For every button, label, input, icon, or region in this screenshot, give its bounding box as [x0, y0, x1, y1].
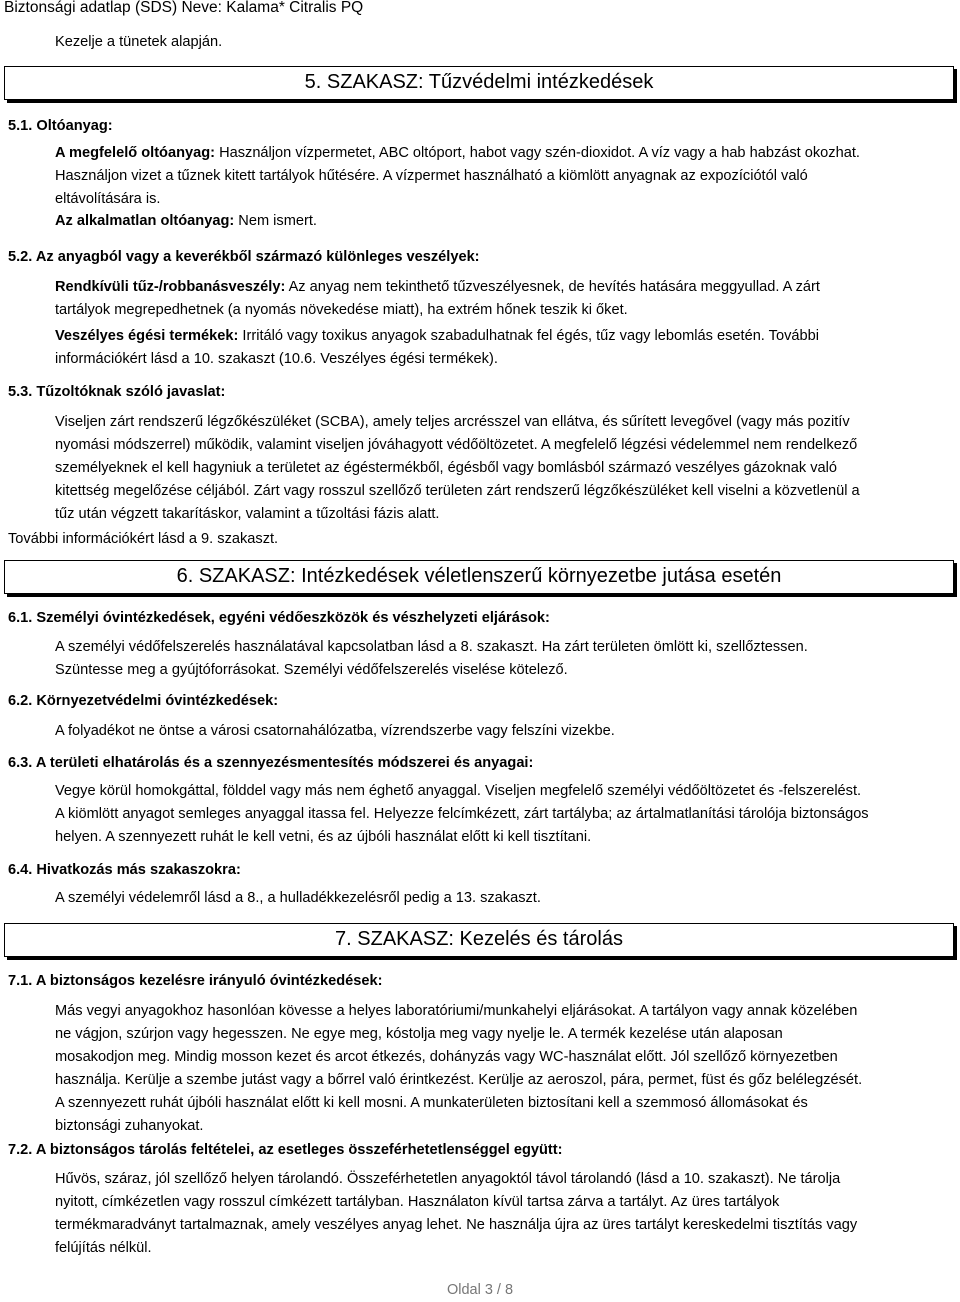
text-line: tűz után végzett takarításkor, valamint a tűzoltási fázis alatt.: [55, 506, 440, 522]
section-6-header: [4, 560, 954, 594]
carryover-text: Kezelje a tünetek alapján.: [55, 34, 223, 50]
text-line: Más vegyi anyagokhoz hasonlóan kövesse a helyes laboratóriumi/munkahelyi eljárásokat. A tartályon vagy annak közelében: [55, 1003, 858, 1019]
section-7-title: 7. SZAKASZ: Kezelés és tárolás: [335, 928, 623, 950]
text-line: biztonsági zuhanyokat.: [55, 1118, 204, 1134]
combustion-products-line-2: információkért lásd a 10. szakaszt (10.6. Veszélyes égési termékek).: [55, 351, 498, 367]
hazard-line-2: tartályok megrepedhetnek (a nyomás növekedése miatt), ha extrém hőnek teszik ki őket.: [55, 302, 628, 318]
text-line: termékmaradványt tartalmaznak, amely veszélyes anyag lehet. Ne használja újra az üres tartályt kereskedelmi tisztítás vagy: [55, 1217, 858, 1233]
heading-5-2: 5.2. Az anyagból vagy a keverékből származó különleges veszélyek:: [8, 249, 480, 265]
text-line: helyen. A szennyezett ruhát le kell vetni, és az újbóli használat előtt ki kell tisztítani.: [55, 829, 592, 845]
text-line: A kiömlött anyagot semleges anyaggal itassa fel. Helyezze felcímkézett, zárt tartályba; az ártalmatlanítási tárolója biztonságos: [55, 806, 869, 822]
text-line: A szennyezett ruhát újbóli használat előtt ki kell mosni. A munkaterületen biztosítani kell a szemmosó állomásokat és: [55, 1095, 808, 1111]
unsuitable-media-label: Az alkalmatlan oltóanyag:: [55, 213, 235, 229]
suitable-media-line-2: Használjon vizet a tűznek kitett tartályok hűtésére. A vízpermet használható a kiömlött anyagnak az expozíciótól való: [55, 168, 808, 184]
text-line: kitettség megelőzése céljából. Zárt vagy rosszul szellőző területen zárt rendszerű légzőkészüléket kell viselni a közvetlenül a: [55, 483, 860, 499]
paragraph-7-1: [55, 1000, 955, 1138]
combustion-products-label: Veszélyes égési termékek:: [55, 328, 239, 344]
paragraph-6-4: [55, 887, 955, 910]
suitable-media-label: A megfelelő oltóanyag:: [55, 145, 216, 161]
heading-6-2: 6.2. Környezetvédelmi óvintézkedések:: [8, 693, 279, 709]
paragraph-5-2-hazard: [55, 276, 955, 322]
suitable-media-line-3: eltávolítására is.: [55, 191, 161, 207]
heading-6-1: 6.1. Személyi óvintézkedések, egyéni védőeszközök és vészhelyzeti eljárások:: [8, 610, 550, 626]
heading-6-3: 6.3. A területi elhatárolás és a szennyezésmentesítés módszerei és anyagai:: [8, 755, 534, 771]
paragraph-5-1: [55, 142, 955, 211]
heading-5-1: 5.1. Oltóanyag:: [8, 118, 113, 134]
heading-5-3: 5.3. Tűzoltóknak szóló javaslat:: [8, 384, 226, 400]
unsuitable-media-value: Nem ismert.: [238, 213, 317, 229]
more-info-text: További információkért lásd a 9. szakaszt.: [8, 531, 279, 547]
section-5-header: [4, 66, 954, 100]
paragraph-5-3: [55, 411, 955, 526]
heading-7-2: 7.2. A biztonságos tárolás feltételei, az esetleges összeférhetetlenséggel együtt:: [8, 1142, 563, 1158]
unsuitable-media: [55, 213, 317, 229]
hazard-text: Az anyag nem tekinthető tűzveszélyesnek, de hevítés hatására meggyullad. A zárt: [285, 279, 820, 295]
page-number: Oldal 3 / 8: [446, 1282, 514, 1298]
text-line: Vegye körül homokgáttal, földdel vagy más nem éghető anyaggal. Viseljen megfelelő személyi védőöltözetet és -felszerelést.: [55, 783, 862, 799]
paragraph-7-2: [55, 1168, 955, 1260]
text-line: Hűvös, száraz, jól szellőző helyen tárolandó. Összeférhetetlen anyagoktól távol tárolandó (lásd a 10. szakaszt). Ne tárolja: [55, 1171, 841, 1187]
section-6-title: 6. SZAKASZ: Intézkedések véletlenszerű környezetbe jutása esetén: [176, 565, 782, 587]
heading-7-1: 7.1. A biztonságos kezelésre irányuló óvintézkedések:: [8, 973, 383, 989]
heading-6-4: 6.4. Hivatkozás más szakaszokra:: [8, 862, 241, 878]
text-line: ne vágjon, szúrjon vagy hegesszen. Ne egye meg, kóstolja meg vagy nyelje le. A termék kezelése után alaposan: [55, 1026, 783, 1042]
paragraph-5-2-products: [55, 325, 955, 371]
paragraph-6-2: [55, 720, 955, 743]
text-line: Viseljen zárt rendszerű légzőkészüléket (SCBA), amely teljes arcrésszel van ellátva, és sűrített levegővel (vagy más pozitív: [55, 414, 850, 430]
text-line: mosakodjon meg. Mindig mosson kezet és arcot étkezés, dohányzás vagy WC-használat előtt. Jól szellőző környezetben: [55, 1049, 838, 1065]
text-line: személyeknek el kell hagyniuk a területet az égéstermékből, égésből vagy bomlásból származó veszélyes gázoknak való: [55, 460, 837, 476]
text-line: nyitott, címkézetlen vagy rosszul címkézett tartályban. Használaton kívül tartsa zárva a tartályt. Az üres tartályok: [55, 1194, 780, 1210]
combustion-products-text: Irritáló vagy toxikus anyagok szabadulhatnak fel égés, tűz vagy lebomlás esetén. További: [238, 328, 819, 344]
paragraph-6-1: [55, 636, 955, 682]
text-line: A személyi védőfelszerelés használatával kapcsolatban lásd a 8. szakaszt. Ha zárt területen ömlött ki, szellőztessen.: [55, 639, 808, 655]
text-line: felújítás nélkül.: [55, 1240, 152, 1256]
text-line: nyomási módszerrel) működik, valamint viseljen jóváhagyott védőöltözetet. A megfelelő légzési védelemmel nem rendelkező: [55, 437, 858, 453]
text-line: Szüntesse meg a gyújtóforrásokat. Személyi védőfelszerelés viselése kötelező.: [55, 662, 568, 678]
text-line: használja. Kerülje a szembe jutást vagy a bőrrel való érintkezést. Kerülje az aeroszol, pára, permet, füst és gőz belélegzését.: [55, 1072, 863, 1088]
paragraph-6-3: [55, 780, 955, 849]
text-line: A személyi védelemről lásd a 8., a hulladékkezelésről pedig a 13. szakaszt.: [55, 890, 541, 906]
section-5-title: 5. SZAKASZ: Tűzvédelmi intézkedések: [304, 71, 654, 93]
document-title: Biztonsági adatlap (SDS) Neve: Kalama* Citralis PQ: [4, 0, 364, 16]
suitable-media-text: Használjon vízpermetet, ABC oltóport, habot vagy szén-dioxidot. A víz vagy a hab habzást okozhat.: [215, 145, 860, 161]
text-line: A folyadékot ne öntse a városi csatornahálózatba, vízrendszerbe vagy felszíni vizekbe.: [55, 723, 615, 739]
section-7-header: [4, 923, 954, 957]
hazard-label: Rendkívüli tűz-/robbanásveszély:: [55, 279, 286, 295]
